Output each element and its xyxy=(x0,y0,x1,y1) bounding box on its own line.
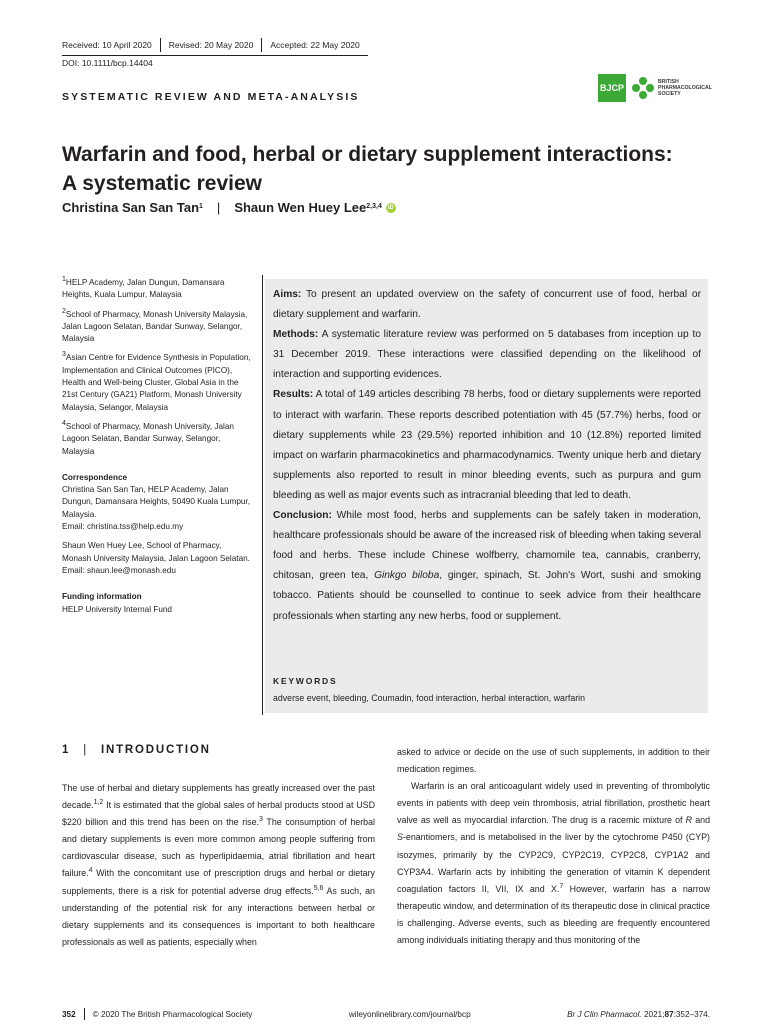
affiliation: $^1$HELP Academy, Jalan Dungun, Damansara Heights, Kuala Lumpur, Malaysia xyxy=(62,276,225,300)
received-date: Received: 10 April 2020 xyxy=(62,40,152,50)
funding-heading: Funding information xyxy=(62,592,142,602)
body-column-2 xyxy=(397,744,710,949)
citation-link[interactable]: 4 xyxy=(88,867,93,875)
citation-link[interactable]: 1,2 xyxy=(93,799,104,807)
abstract-box xyxy=(265,279,708,713)
abstract-text xyxy=(273,285,701,627)
copyright: © 2020 The British Pharmacological Society xyxy=(92,1009,253,1019)
keywords-heading: KEYWORDS xyxy=(273,676,338,686)
divider xyxy=(160,38,161,52)
correspondence-1: Christina San San Tan, HELP Academy, Jalan Dungun, Damansara Heights, 50490 Kuala Lumpur, Malaysia. Email: christina.tss@help.edu.my xyxy=(62,485,250,532)
abstract-results: Results: A total of 149 articles describing 78 herbs, food or dietary supplements were reported to interact with warfarin. These reports described potentiation with 45 (57.7%) herbs, food or dietary supplements while 23 (29.5%) reported inhibition and 10 (12.8%) reported limited impact on warfarin pharmacokinetics and pharmacodynamics. Twenty unique herb and dietary supplements also reported to result in minor bleeding events, such as purpura and gum bleeding as well as major events such as intracranial bleeding that led to death. xyxy=(273,389,701,501)
paragraph: The use of herbal and dietary supplements has greatly increased over the past decade.$^{1,2}$ It is estimated that the global sales of herbal products stood at USD $220 billion and this trend has been on the rise.$^3$ The consumption of herbal and dietary supplements is even more common among people suffering from cardiovascular disease, such as hyperlipidaemia, atrial fibrillation and heart failure.$^4$ With the concomitant use of prescription drugs and herbal or dietary supplements, there is a risk for potential adverse drug effects.$^{5,6}$ As such, an understanding of the potential risk for any interactions between herbal or dietary supplements and its consequences is important to both healthcare professionals as well as patients, especially when xyxy=(62,783,375,947)
abstract-aims: Aims: To present an updated overview on the safety of concurrent use of food, herbal or dietary supplement and warfarin. xyxy=(273,289,701,321)
affiliation: $^3$Asian Centre for Evidence Synthesis in Population, Implementation and Clinical Outcomes (PICO), Health and Well-being Cluster, Global Asia in the 21st Century (GA21) Platform, Monash University Malaysia, Selangor, Malaysia xyxy=(62,351,251,412)
journal-url[interactable]: wileyonlinelibrary.com/journal/bcp xyxy=(348,1009,471,1019)
page-number: 352 xyxy=(62,1009,76,1019)
paragraph: asked to advice or decide on the use of such supplements, in addition to their medication regimes. xyxy=(397,747,710,775)
orcid-icon[interactable]: iD xyxy=(387,204,394,211)
page-footer xyxy=(62,1008,710,1020)
citation: Br J Clin Pharmacol. 2021;87:352–374. xyxy=(567,1009,711,1019)
affiliation: $^2$School of Pharmacy, Monash University Malaysia, Jalan Lagoon Selatan, Bandar Sunway, Selangor, Malaysia xyxy=(62,307,248,344)
citation-link[interactable]: 5,6 xyxy=(313,884,324,892)
correspondence-2: Shaun Wen Huey Lee, School of Pharmacy, Monash University Malaysia, Jalan Lagoon Selatan. Email: shaun.lee@monash.edu xyxy=(62,541,250,575)
article-dates xyxy=(62,38,360,52)
article-title: Warfarin and food, herbal or dietary supplement interactions: A systematic review xyxy=(62,143,673,195)
funding-text: HELP University Internal Fund xyxy=(62,604,172,614)
email-link[interactable]: Email: christina.tss@help.edu.my xyxy=(62,522,184,532)
section-heading: 1 | INTRODUCTION xyxy=(62,744,211,756)
affiliation: $^4$School of Pharmacy, Monash University, Jalan Lagoon Selatan, Bandar Sunway, Selangor, Malaysia xyxy=(62,419,234,456)
accepted-date: Accepted: 22 May 2020 xyxy=(270,40,360,50)
column-divider xyxy=(262,275,263,715)
email-link[interactable]: Email: shaun.lee@monash.edu xyxy=(62,565,176,575)
society-name: BRITISH PHARMACOLOGICAL SOCIETY xyxy=(658,79,712,97)
author-separator: | xyxy=(216,200,221,215)
body-column-1 xyxy=(62,780,375,951)
paragraph: Warfarin is an oral anticoagulant widely used in preventing of thrombolytic events in patients with deep vein thrombosis, atrial fibrillation, prosthetic heart valve as well as myocardial infarction. The drug is a racemic mixture of R and S-enantiomers, and is metabolised in the liver by the cytochrome P450 (CYP) isozymes, primarily by the CYP2C9, CYP2C19, CYP2C8, CYP1A2 and CYP3A4. Warfarin acts by inhibiting the generation of vitamin K dependent coagulation factors II, VII, IX and X.$^7$ However, warfarin has a narrow therapeutic window, and determination of its therapeutic dose in clinical practice is challenging. Adverse events, such as bleeding are frequently encountered among individuals initiating therapy and thus monitoring of the xyxy=(397,781,710,946)
divider xyxy=(84,1008,85,1020)
bps-emblem-icon xyxy=(632,77,654,99)
article-info-column xyxy=(62,277,252,623)
doi[interactable]: DOI: 10.1111/bcp.14404 xyxy=(62,55,368,68)
author-2[interactable]: Shaun Wen Huey Lee$^{2,3,4}$ xyxy=(234,200,382,215)
citation-link[interactable]: 7 xyxy=(559,882,564,890)
abstract-methods: Methods: A systematic literature review was performed on 5 databases from inception up to 31 December 2019. These interactions were classified depending on the likelihood of interaction and supporting evidences. xyxy=(273,329,701,381)
revised-date: Revised: 20 May 2020 xyxy=(168,40,254,50)
citation-link[interactable]: 3 xyxy=(259,816,263,824)
abstract-conclusion: Conclusion: While most food, herbs and supplements can be safely taken in moderation, healthcare professionals should be aware of the increased risk of bleeding when taking several food and herbs. These include Chinese wolfberry, chamomile tea, cannabis, cranberry, chitosan, green tea, Ginkgo biloba, ginger, spinach, St. John's Wort, sushi and smoking tobacco. Patients should be counselled to continue to seek advice from their healthcare professionals when starting any new herbs, food or supplement. xyxy=(273,510,701,622)
journal-logo xyxy=(598,74,712,102)
section-label: SYSTEMATIC REVIEW AND META-ANALYSIS xyxy=(62,91,360,103)
correspondence-heading: Correspondence xyxy=(62,472,128,482)
author-list xyxy=(62,200,396,215)
author-1[interactable]: Christina San San Tan$^1$ xyxy=(62,200,203,215)
bjcp-logo: BJCP xyxy=(598,74,626,102)
keywords: adverse event, bleeding, Coumadin, food interaction, herbal interaction, warfarin xyxy=(273,693,585,703)
divider xyxy=(261,38,262,52)
